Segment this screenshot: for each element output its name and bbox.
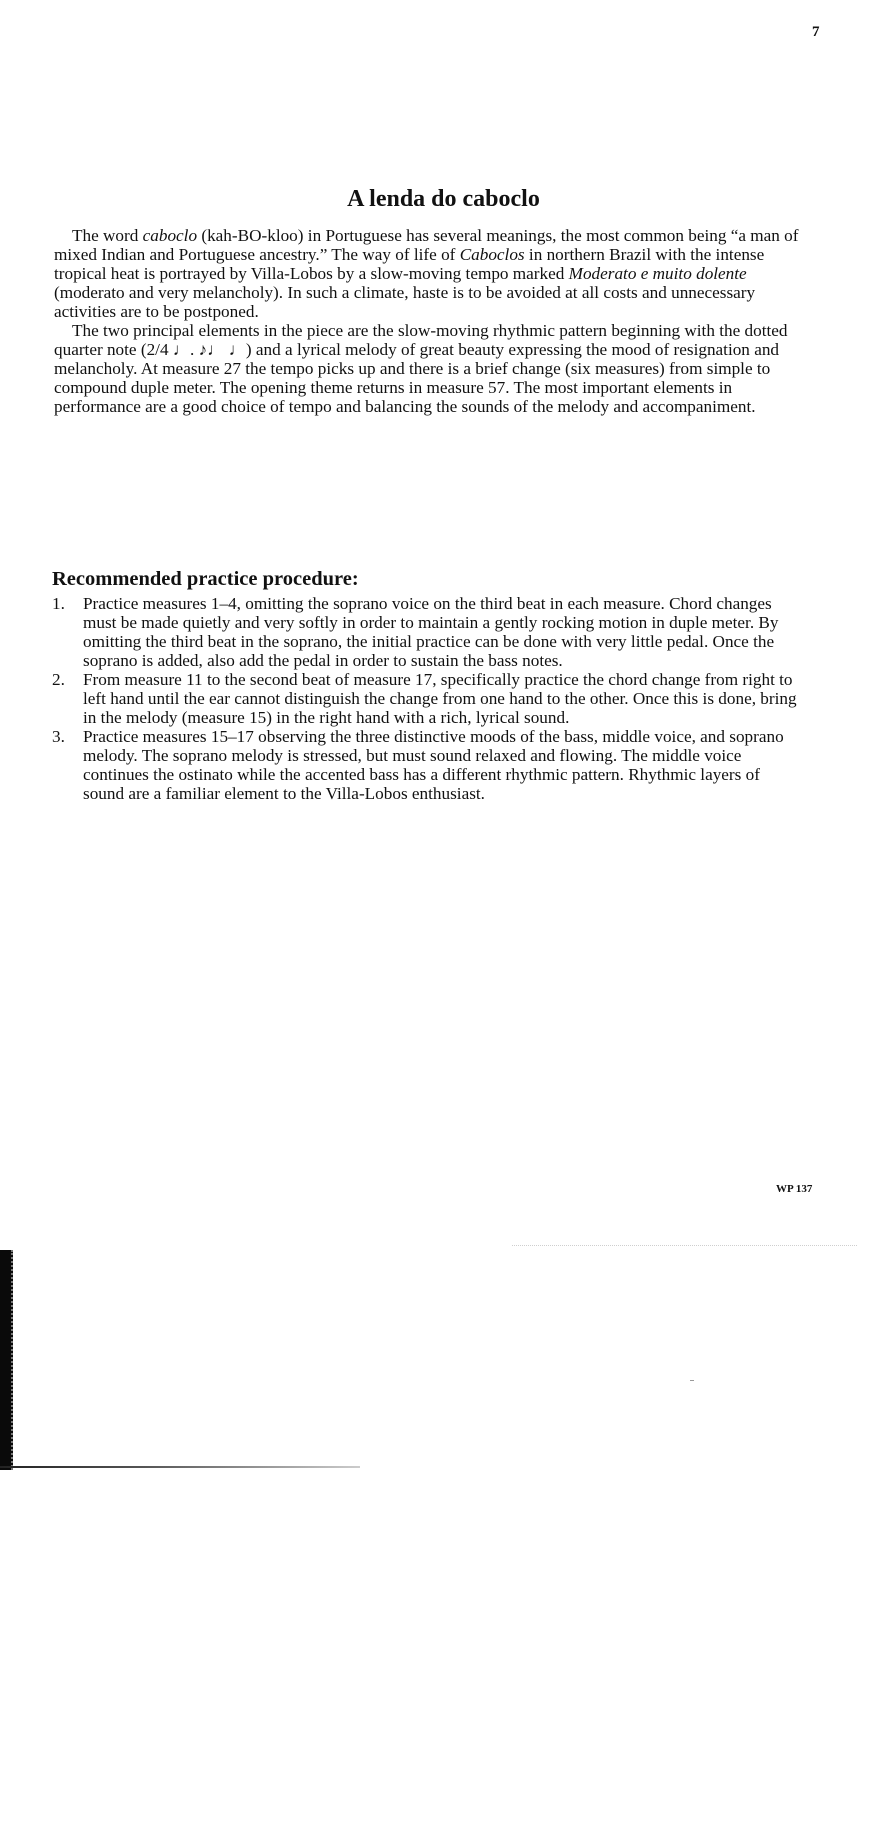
page-title: A lenda do caboclo: [347, 186, 540, 212]
page-number: 7: [812, 24, 820, 40]
intro-paragraph-1: [54, 226, 799, 321]
rhythm-notation: 2/4 ♩. ♪♩ ♩: [146, 340, 246, 359]
procedure-item: [52, 670, 797, 727]
procedure-item-text: Practice measures 15–17 observing the three distinctive moods of the bass, middle voice, and soprano melody. The soprano melody is stressed, but must sound relaxed and flowing. The middle voice continues the ostinato while the accented bass has a different rhythmic pattern. Rhythmic layers of sound are a familiar element to the Villa-Lobos enthusiast.: [83, 727, 784, 803]
scan-artifact-edge-vertical: [0, 1250, 13, 1470]
intro-p1-tempo-marking: Moderato e muito dolente: [568, 264, 747, 283]
scan-artifact-speck: [690, 1380, 694, 1381]
procedure-item-number: 2.: [52, 670, 65, 689]
intro-p1-term-caboclos: Caboclos: [459, 245, 525, 264]
procedure-item-text: From measure 11 to the second beat of measure 17, specifically practice the chord change from right to left hand until the ear cannot distinguish the change from one hand to the other. Once this is done, bring in the melody (measure 15) in the right hand with a rich, lyrical sound.: [83, 670, 797, 727]
procedure-item-number: 3.: [52, 727, 65, 746]
intro-section: [54, 226, 799, 416]
procedure-item-number: 1.: [52, 594, 65, 613]
procedure-item: [52, 727, 797, 803]
procedure-list: [52, 594, 797, 803]
intro-p2-text-1: The two principal elements in the piece are the slow-moving rhythmic pattern beginning with the dotted quarter note (: [54, 321, 788, 359]
intro-p1-text-3: in northern Brazil with the intense tropical heat is portrayed by Villa-Lobos by a slow-moving tempo marked: [54, 245, 765, 283]
intro-p1-term-caboclo: caboclo: [142, 226, 198, 245]
intro-paragraph-2: [54, 321, 799, 416]
intro-p1-text-4: (moderato and very melancholy). In such a climate, haste is to be avoided at all costs and unnecessary activities are to be postponed.: [54, 283, 756, 321]
scan-artifact-edge-horizontal: [0, 1466, 360, 1468]
procedure-heading: Recommended practice procedure:: [52, 568, 359, 590]
intro-p1-text-1: The word: [72, 226, 143, 245]
intro-p2-text-2: ) and a lyrical melody of great beauty expressing the mood of resignation and melancholy. At measure 27 the tempo picks up and there is a brief change (six measures) from simple to compound duple meter. The opening theme returns in measure 57. The most important elements in performance are a good choice of tempo and balancing the sounds of the melody and accompaniment.: [54, 340, 780, 416]
procedure-item: [52, 594, 797, 670]
footer-catalog-code: WP 137: [776, 1183, 813, 1195]
intro-p1-text-2: (kah-BO-kloo) in Portuguese has several meanings, the most common being “a man of mixed Indian and Portuguese ancestry.” The way of life of: [54, 226, 799, 264]
scan-artifact-dotted-line: [512, 1245, 857, 1247]
procedure-item-text: Practice measures 1–4, omitting the soprano voice on the third beat in each measure. Chord changes must be made quietly and very softly in order to maintain a gently rocking motion in duple meter. By omitting the third beat in the soprano, the initial practice can be done with very little pedal. Once the soprano is added, also add the pedal in order to sustain the bass notes.: [83, 594, 779, 670]
